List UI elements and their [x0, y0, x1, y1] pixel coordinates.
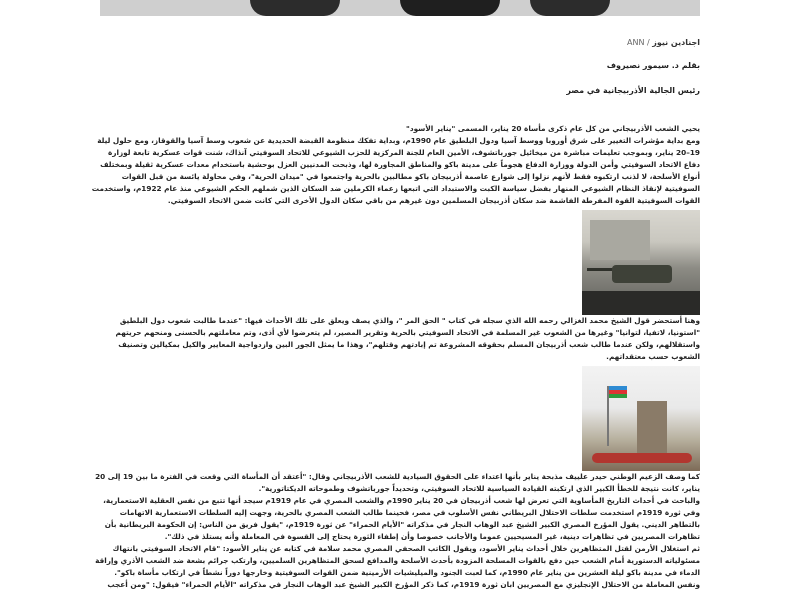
article-source — [90, 38, 700, 47]
article-author: بقلم د. سيمور نصيروف — [606, 61, 700, 70]
source-name: اجنادين نيوز — [652, 38, 700, 47]
photo-person-center — [400, 0, 500, 16]
source-separator: / — [644, 38, 653, 47]
paragraph-egypt-1919: والباحث في أحداث التاريخ المأساوية التي تعرض لها شعب أذربيجان في 20 يناير 1990م والشعب المصري في عام 1919م سيجد أنها تتبع من نفس العقلية الاستعمارية، وفي ثورة 1919م استخدمت سلطات الاحتلال البريطاني نفس الأسلوب في مصر، فحينما طالب الشعب المصري بالحرية، وجهت إليه السلطات الاستعمارية الاتهامات بالتطاهر الديني. يقول المؤرخ المصري الكبير الشيخ عبد الوهاب النجار في مذكراته "الأيام الحمراء" عن ثورة 1919م، "يقول فريق من الناس: إن الحكومة البريطانية بأن تظاهرات المصريين في تظاهرات دينية، غير المسيحيين عموما والأجانب خصوصا وأن إطفاء الثورة يحتاج إلى القسوة في المعاملة وأنه يستلذ في ذلك". — [103, 496, 700, 541]
azerbaijan-flag-icon — [609, 386, 627, 398]
paragraph-najjar: ونفس المعاملة من الاحتلال الإنجليزي مع المصريين ابان ثورة 1919م، كما ذكر المؤرخ الكبير الشيخ عبد الوهاب النجار في مذكراته "الأيام الحمراء" فيقول: "ومن أعجب — [107, 580, 700, 589]
paragraph-history: ومع بداية مؤشرات التغيير على شرق أوروبا ووسط آسيا ودول البلطيق عام 1990م، وبداية تفكك منظومة القبضة الحديدية عن شعوب وسط آسيا والقوقاز، ومع حلول ليلة 19–20 يناير، وبموجب تعليمات مباشرة من ميخائيل جورباتشوف، الأمين العام للجنة المركزية للحزب الشيوعي للاتحاد السوفيتي آنذاك، شنت قوات عسكرية تابعة لوزارة دفاع الاتحاد السوفيتي وأمن الدولة ووزارة الدفاع هجوماً على مدينة باكو والمناطق المجاورة لها، وذبحت المدنيين العزل بوحشية باستخدام معدات عسكرية ثقيلة وبمختلف أنواع الأسلحة، لا لذنب ارتكبوه فقط لأنهم نزلوا إلى شوارع عاصمة أذربيجان باكو مطالبين بالحرية واجتمعوا في "ميدان الحرية"، وفي محاولة يائسة من قبل القوات السوفيتية لإنقاذ النظام الشيوعي المنهار بفضل سياسة الكبت والاستبداد التي اتبعها زعماء الكرملين ضد السكان الذين شملهم الحكم الشيوعي منذ عام 1922م، واستخدمت القوات السوفيتية القوة المفرطة الفاشمة ضد سكان أذربيجان المسلمين دون غيرهم من باقي سكان الدول الأخرى التي كانت ضمن الاتحاد السوفيتي. — [91, 136, 700, 205]
article-image-memorial — [582, 366, 700, 471]
photo-person-left — [250, 0, 340, 16]
paragraph-armenians: ثم استغلال الأرمن لقتل المتظاهرين خلال أحداث يناير الأسود، ويقول الكاتب الصحفي المصري محمد سلامة في كتابه عن يناير الأسود: "قام الاتحاد السوفيتي بانتهاك مسئولياته الدستورية أمام الشعب حين دفع بالقوات المسلحة المزودة بأحدث الأسلحة والمدافع لسحق المتظاهرين السلميين، وارتكب جرائم بشعة ضد الشعب الأذري وإراقة الدماء في مدينة باكو ليلة العشرين من يناير عام 1990م، كما لعبت الجنود والميليشيات الأرمينية ضمن القوات السوفيتية وخارجها دوراً نشطاً في ارتكاب مأساة باكو". — [95, 544, 700, 577]
article-body — [90, 28, 700, 600]
paragraph-aliyev: كما وصف الزعيم الوطني حيدر علييف مذبحة يناير بأنها اعتداء على الحقوق السيادية للشعب الأذربيجاني وقال: "أعتقد أن المأساة التي وقعت في الفترة ما بين 19 إلى 20 يناير، كانت نتيجة للخطأ الكبير الذي ارتكبته القيادة السياسية للاتحاد السوفيتي، وتحديداً جورباتشوف وطموحاته الديكتاتورية". — [95, 472, 700, 493]
paragraph-ghazali: وهنا أستحضر قول الشيخ محمد الغزالي رحمه الله الذي سجله في كتاب " الحق المر "، والذي يصف ويعلق على تلك الأحداث فيها: "عندما طالبت شعوب دول البلطيق "استونيا، لاتفيا، لتوانيا" وغيرها من الشعوب غير المسلمة في الاتحاد السوفيتي بالحرية وتقرير المصير، لم يتعرضوا لأي أذى، وتم معاملتهم بالحسنى ومنحهم حريتهم واستقلالهم، ولكن عندما طالب شعب أذربيجان المسلم بحقوقه المشروعة تم إبادتهم وقتلهم"، وهذا ما يمثل الجور البين وازدواجية المعايير والكيل بمكيالين وتصنيف الشعوب حسب معتقداتهم. — [115, 316, 700, 361]
header-photo — [100, 0, 700, 16]
paragraph-intro: يحيي الشعب الأذربيجاني من كل عام ذكرى مأساة 20 يناير، المسمى "يناير الأسود" — [406, 124, 700, 133]
photo-person-right — [530, 0, 610, 16]
source-agency: ANN — [627, 38, 645, 47]
author-role: رئيس الجالية الأذربيجانية في مصر — [566, 86, 700, 95]
article-image-tanks — [582, 210, 700, 315]
